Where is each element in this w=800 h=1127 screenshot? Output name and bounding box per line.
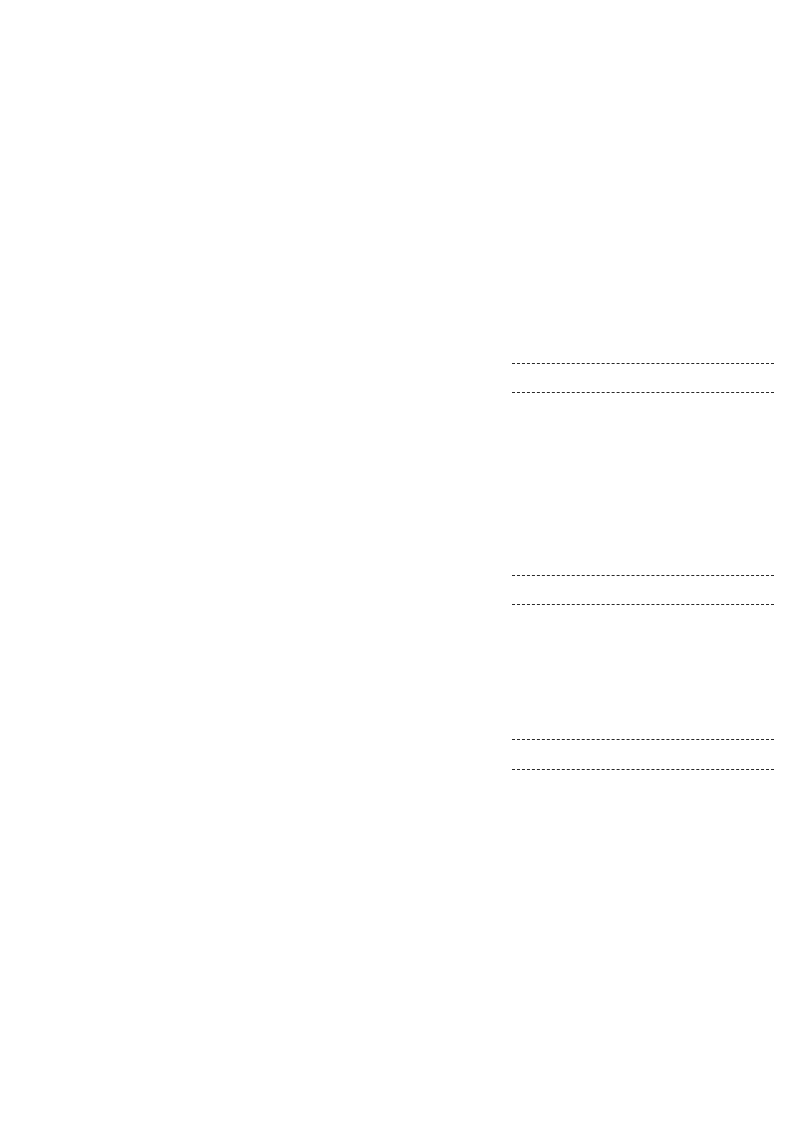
divider — [512, 575, 774, 576]
divider — [512, 604, 774, 605]
divider — [512, 739, 774, 740]
divider — [512, 769, 774, 770]
divider — [512, 392, 774, 393]
divider — [512, 363, 774, 364]
